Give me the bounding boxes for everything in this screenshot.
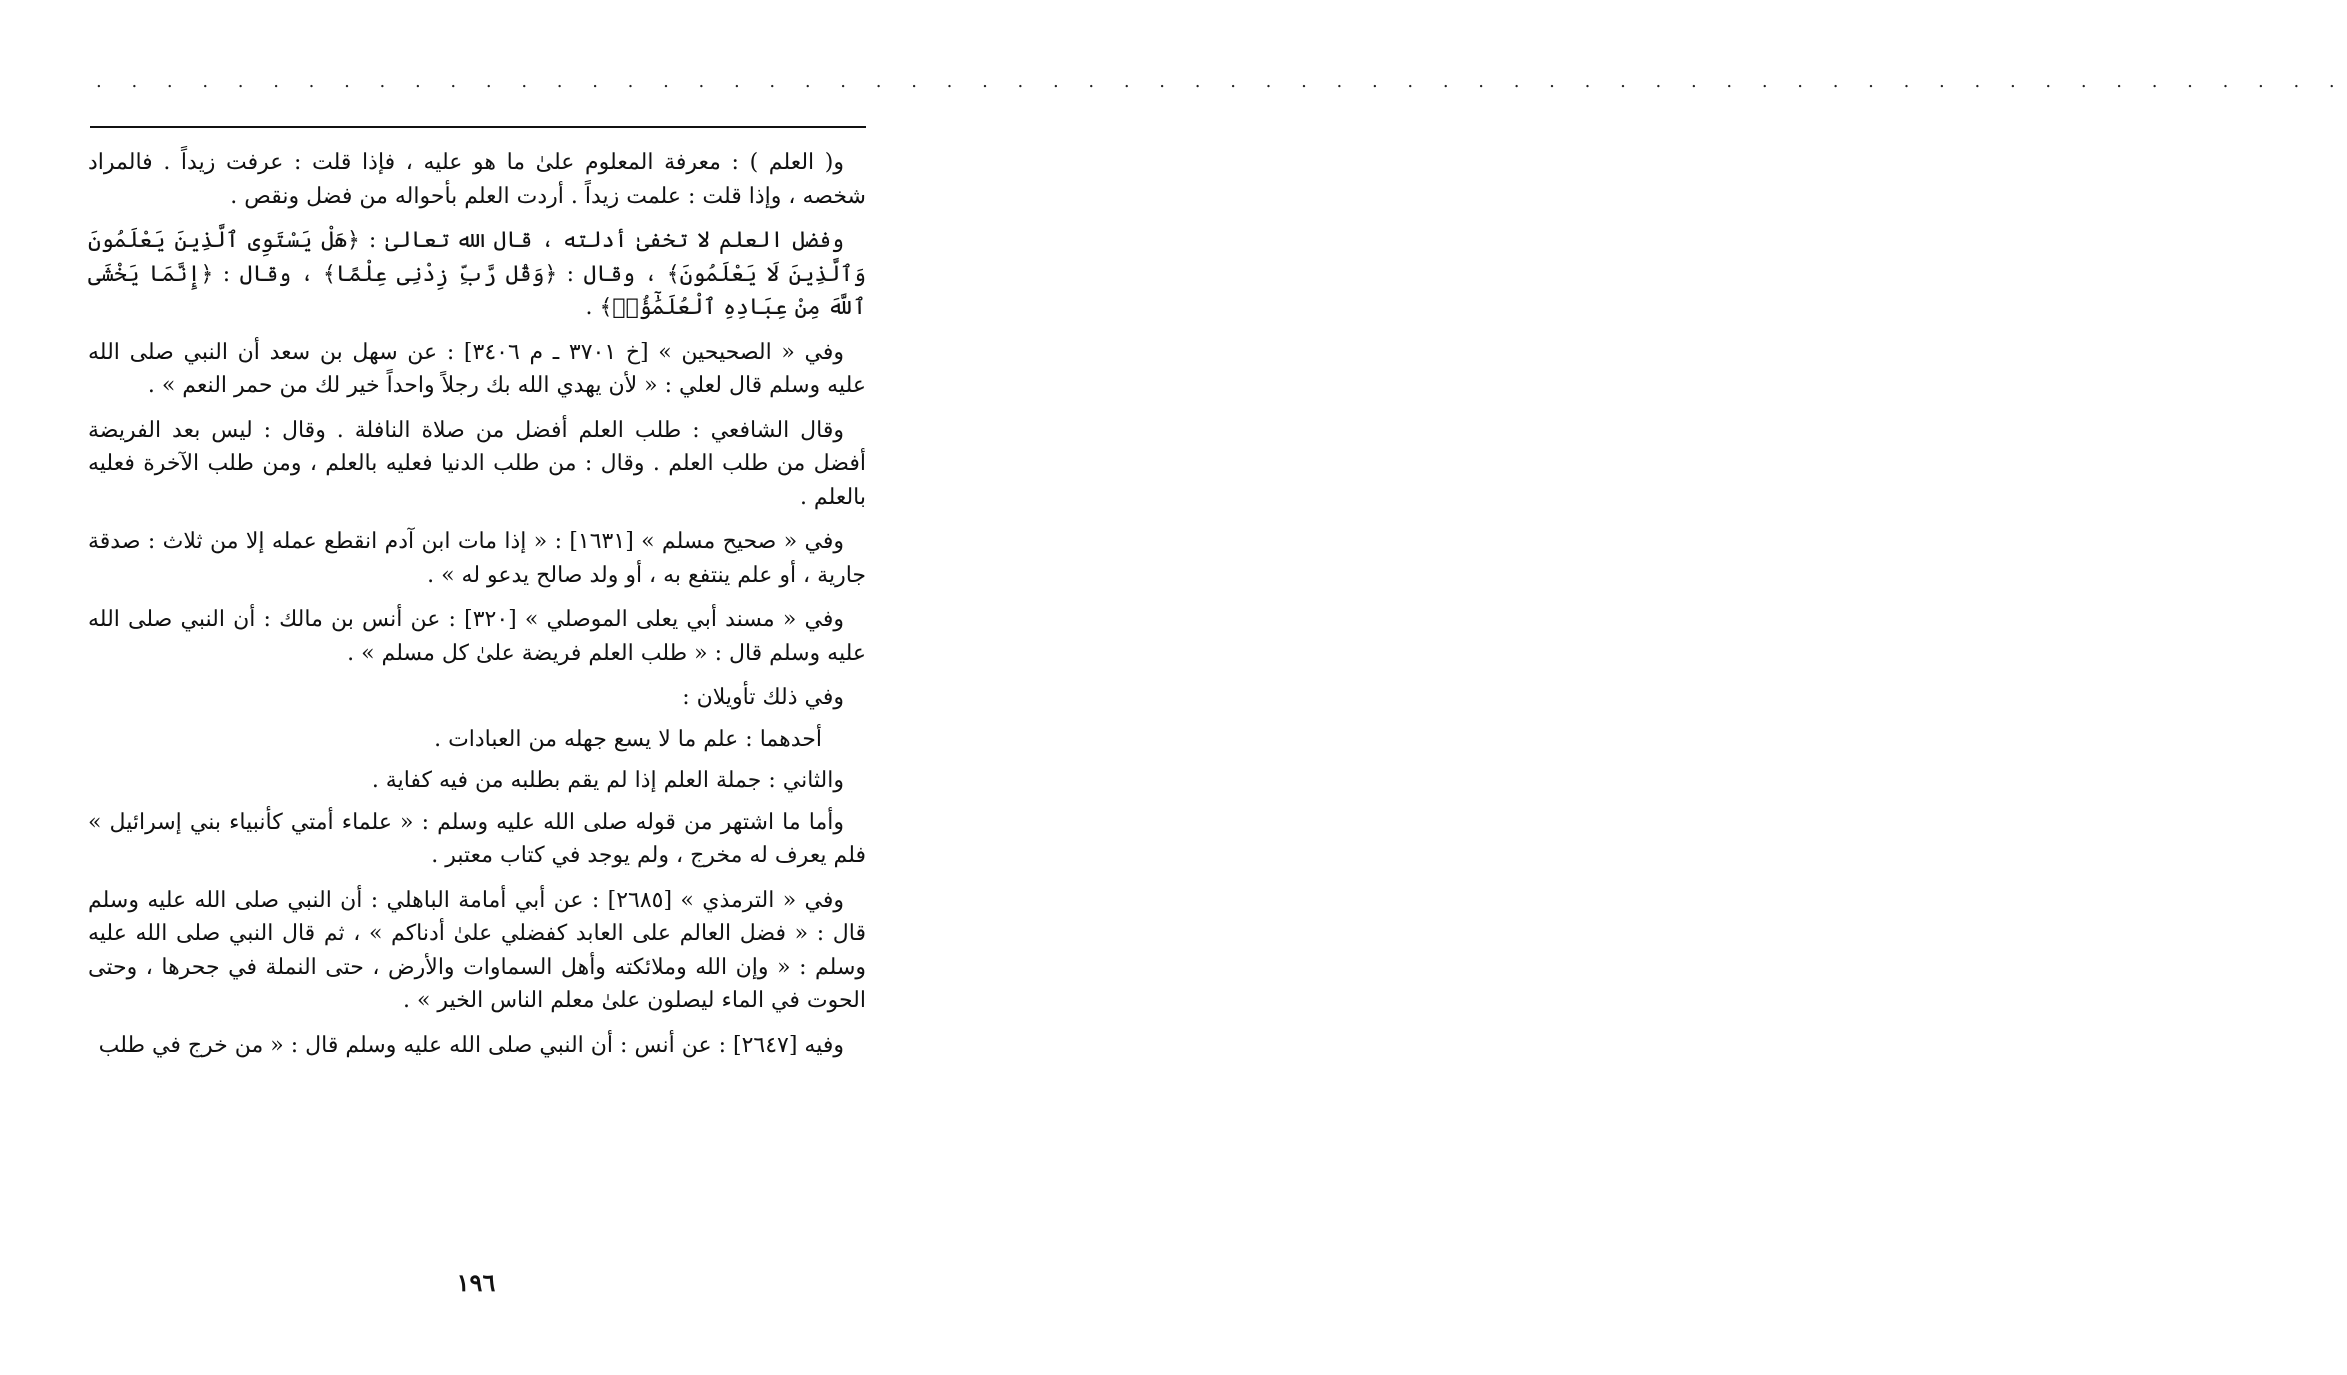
paragraph-sahih-muslim-hadith: وفي « صحيح مسلم » [١٦٣١] : « إذا مات ابن آدم انقطع عمله إلا من ثلاث : صدقة جارية ، أو علم ينتفع به ، أو ولد صالح يدعو له » . bbox=[88, 529, 866, 588]
header-rule bbox=[90, 126, 866, 128]
body-text bbox=[88, 146, 866, 1073]
paragraph-scholars-prophets-saying: وأما ما اشتهر من قوله صلى الله عليه وسلم : « علماء أمتي كأنبياء بني إسرائيل » فلم يعرف له مخرج ، ولم يوجد في كتاب معتبر . bbox=[88, 809, 866, 868]
paragraph-two-interpretations: وفي ذلك تأويلان : bbox=[682, 685, 844, 710]
paragraph-tirmidhi-hadith: وفي « الترمذي » [٢٦٨٥] : عن أبي أمامة الباهلي : أن النبي صلى الله عليه وسلم قال : « فضل العالم على العابد كفضلي علىٰ أدناكم » ، ثم قال النبي صلى الله عليه وسلم : « وإن الله وملائكته وأهل السماوات والأرض ، حتى النملة في جحرها ، وحتى الحوت في الماء ليصلون علىٰ معلم الناس الخير » . bbox=[88, 887, 866, 1013]
header-dotted-line: . . . . . . . . . . . . . . . . . . . . . . . . . . . . . . . . . . . . . . . . . . . . . . . . . . . . . . . . . . . . . . . . bbox=[96, 71, 2347, 92]
paragraph-first-interpretation: أحدهما : علم ما لا يسع جهله من العبادات . bbox=[434, 726, 822, 752]
paragraph-second-interpretation: والثاني : جملة العلم إذا لم يقم بطلبه من فيه كفاية . bbox=[371, 768, 844, 793]
paragraph-definition-of-knowledge: و( العلم ) : معرفة المعلوم علىٰ ما هو عليه ، فإذا قلت : عرفت زيداً . فالمراد شخصه ، وإذا قلت : علمت زيداً . أردت العلم بأحواله من فضل ونقص . bbox=[88, 150, 866, 209]
paragraph-virtue-of-knowledge: وفضل العلم لا تخفىٰ أدلته ، قال الله تعالىٰ : ﴿هَلْ يَسْتَوِى ٱلَّذِينَ يَعْلَمُونَ وَٱلَّذِينَ لَا يَعْلَمُونَ﴾ ، وقال : ﴿وَقُل رَّبِّ زِدْنِى عِلْمًا﴾ ، وقال : ﴿إِنَّمَا يَخْشَى ٱللَّهَ مِنْ عِبَادِهِ ٱلْعُلَمَٰٓؤُا۟﴾ . bbox=[88, 228, 866, 320]
paragraph-musnad-abi-yala: وفي « مسند أبي يعلى الموصلي » [٣٢٠] : عن أنس بن مالك : أن النبي صلى الله عليه وسلم قال : « طلب العلم فريضة علىٰ كل مسلم » . bbox=[88, 607, 866, 666]
page-number: ١٩٦ bbox=[456, 1268, 496, 1297]
paragraph-shafii-sayings: وقال الشافعي : طلب العلم أفضل من صلاة النافلة . وقال : ليس بعد الفريضة أفضل من طلب العلم . وقال : من طلب الدنيا فعليه بالعلم ، ومن طلب الآخرة فعليه بالعلم . bbox=[88, 417, 866, 510]
paragraph-anas-hadith: وفيه [٢٦٤٧] : عن أنس : أن النبي صلى الله عليه وسلم قال : « من خرج في طلب bbox=[98, 1032, 844, 1058]
paragraph-sahihayn-hadith: وفي « الصحيحين » [خ ٣٧٠١ ـ م ٣٤٠٦] : عن سهل بن سعد أن النبي صلى الله عليه وسلم قال لعلي : « لأن يهدي الله بك رجلاً واحداً خير لك من حمر النعم » . bbox=[88, 339, 866, 398]
